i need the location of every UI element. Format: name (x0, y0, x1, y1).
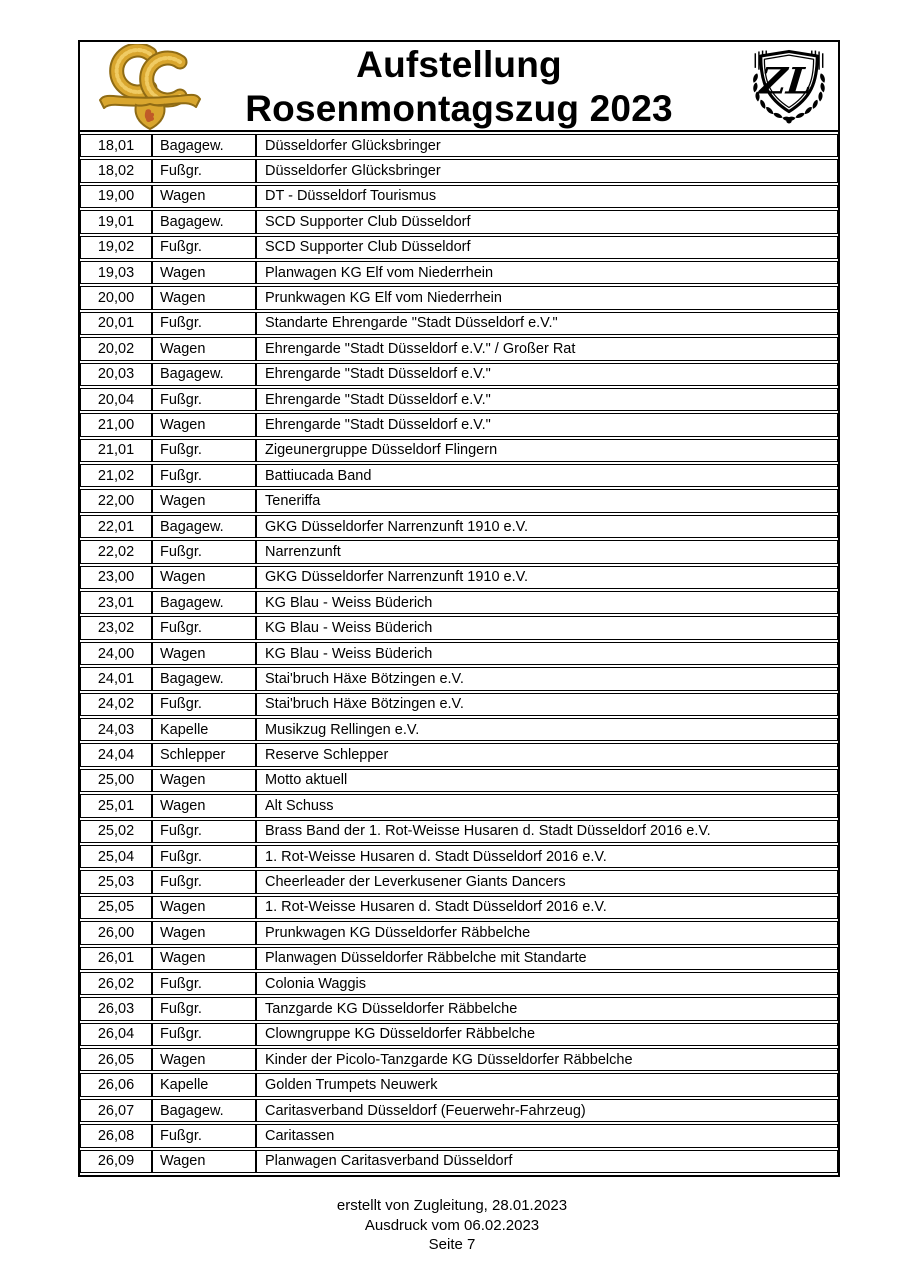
cell-name: GKG Düsseldorfer Narrenzunft 1910 e.V. (256, 566, 838, 589)
cell-name: KG Blau - Weiss Büderich (256, 591, 838, 614)
cell-type: Wagen (152, 489, 256, 512)
cell-type: Wagen (152, 896, 256, 919)
cell-number: 24,04 (80, 743, 152, 766)
cell-number: 18,01 (80, 134, 152, 157)
cell-name: KG Blau - Weiss Büderich (256, 642, 838, 665)
table-row (80, 743, 838, 766)
cell-name: Düsseldorfer Glücksbringer (256, 159, 838, 182)
cell-type: Fußgr. (152, 616, 256, 639)
cell-name: Caritasverband Düsseldorf (Feuerwehr-Fahrzeug) (256, 1099, 838, 1122)
cell-name: Teneriffa (256, 489, 838, 512)
table-row (80, 312, 838, 335)
table-row (80, 210, 838, 233)
cell-name: Reserve Schlepper (256, 743, 838, 766)
table-row (80, 1073, 838, 1096)
table-row (80, 642, 838, 665)
cell-number: 25,03 (80, 870, 152, 893)
cell-name: Stai'bruch Häxe Bötzingen e.V. (256, 693, 838, 716)
cell-number: 21,00 (80, 413, 152, 436)
page-title (80, 43, 838, 131)
cell-number: 26,01 (80, 947, 152, 970)
table-row (80, 439, 838, 462)
table-row (80, 566, 838, 589)
cell-type: Wagen (152, 921, 256, 944)
table-row (80, 515, 838, 538)
table-row (80, 1150, 838, 1173)
cell-name: Musikzug Rellingen e.V. (256, 718, 838, 741)
cell-name: Ehrengarde "Stadt Düsseldorf e.V." (256, 363, 838, 386)
table-row (80, 769, 838, 792)
cell-type: Bagagew. (152, 363, 256, 386)
table-row (80, 921, 838, 944)
table-row (80, 845, 838, 868)
cell-type: Bagagew. (152, 1099, 256, 1122)
cell-type: Bagagew. (152, 210, 256, 233)
cell-name: Brass Band der 1. Rot-Weisse Husaren d. Stadt Düsseldorf 2016 e.V. (256, 820, 838, 843)
cell-number: 25,00 (80, 769, 152, 792)
table-row (80, 794, 838, 817)
table-row (80, 870, 838, 893)
cell-name: Prunkwagen KG Elf vom Niederrhein (256, 286, 838, 309)
table-row (80, 464, 838, 487)
cell-number: 23,00 (80, 566, 152, 589)
table-row (80, 261, 838, 284)
table-row (80, 1099, 838, 1122)
cell-number: 26,02 (80, 972, 152, 995)
table-row (80, 972, 838, 995)
table-row (80, 947, 838, 970)
table-row (80, 413, 838, 436)
cell-type: Wagen (152, 413, 256, 436)
cell-type: Fußgr. (152, 312, 256, 335)
cell-number: 26,04 (80, 1023, 152, 1046)
cell-type: Schlepper (152, 743, 256, 766)
cell-name: Ehrengarde "Stadt Düsseldorf e.V." (256, 388, 838, 411)
cell-type: Fußgr. (152, 1124, 256, 1147)
cell-name: Alt Schuss (256, 794, 838, 817)
cell-name: Colonia Waggis (256, 972, 838, 995)
cell-number: 22,00 (80, 489, 152, 512)
cell-type: Fußgr. (152, 159, 256, 182)
cell-name: Motto aktuell (256, 769, 838, 792)
cell-name: Ehrengarde "Stadt Düsseldorf e.V." / Großer Rat (256, 337, 838, 360)
table-row (80, 363, 838, 386)
cell-type: Fußgr. (152, 464, 256, 487)
table-row (80, 388, 838, 411)
cell-name: Düsseldorfer Glücksbringer (256, 134, 838, 157)
svg-text:ZL: ZL (757, 59, 815, 103)
table-row (80, 286, 838, 309)
cell-number: 24,01 (80, 667, 152, 690)
cell-type: Fußgr. (152, 997, 256, 1020)
cell-number: 19,01 (80, 210, 152, 233)
document-header (80, 42, 838, 132)
document-frame (78, 40, 840, 1177)
table-row (80, 997, 838, 1020)
cell-name: Prunkwagen KG Düsseldorfer Räbbelche (256, 921, 838, 944)
cell-type: Kapelle (152, 718, 256, 741)
zl-zugleitung-crest-icon (748, 46, 830, 128)
cell-type: Fußgr. (152, 845, 256, 868)
cell-number: 20,03 (80, 363, 152, 386)
cell-name: Stai'bruch Häxe Bötzingen e.V. (256, 667, 838, 690)
cell-name: Caritassen (256, 1124, 838, 1147)
cell-number: 18,02 (80, 159, 152, 182)
table-row (80, 1048, 838, 1071)
cell-type: Bagagew. (152, 667, 256, 690)
cell-type: Wagen (152, 1150, 256, 1173)
cell-number: 26,03 (80, 997, 152, 1020)
cell-name: Battiucada Band (256, 464, 838, 487)
table-row (80, 540, 838, 563)
cell-number: 19,02 (80, 236, 152, 259)
table-row (80, 896, 838, 919)
cell-type: Wagen (152, 642, 256, 665)
table-row (80, 616, 838, 639)
cell-number: 24,02 (80, 693, 152, 716)
cell-type: Fußgr. (152, 1023, 256, 1046)
cell-type: Wagen (152, 566, 256, 589)
cell-type: Bagagew. (152, 515, 256, 538)
cell-type: Fußgr. (152, 820, 256, 843)
cell-number: 26,06 (80, 1073, 152, 1096)
cell-number: 20,00 (80, 286, 152, 309)
footer-printed-line: Ausdruck vom 06.02.2023 (364, 1216, 540, 1234)
table-row (80, 236, 838, 259)
table-row (80, 185, 838, 208)
cell-number: 20,02 (80, 337, 152, 360)
cell-name: Planwagen KG Elf vom Niederrhein (256, 261, 838, 284)
cell-number: 20,04 (80, 388, 152, 411)
table-row (80, 718, 838, 741)
cell-number: 22,02 (80, 540, 152, 563)
cell-type: Fußgr. (152, 236, 256, 259)
footer-created-line: erstellt von Zugleitung, 28.01.2023 (336, 1197, 568, 1214)
cell-number: 25,02 (80, 820, 152, 843)
cell-number: 23,01 (80, 591, 152, 614)
cell-number: 24,03 (80, 718, 152, 741)
table-row (80, 489, 838, 512)
cell-name: 1. Rot-Weisse Husaren d. Stadt Düsseldorf 2016 e.V. (256, 845, 838, 868)
cell-name: Zigeunergruppe Düsseldorf Flingern (256, 439, 838, 462)
cell-name: 1. Rot-Weisse Husaren d. Stadt Düsseldorf 2016 e.V. (256, 896, 838, 919)
cell-number: 26,09 (80, 1150, 152, 1173)
title-line-1: Aufstellung (356, 44, 562, 85)
cell-number: 20,01 (80, 312, 152, 335)
cell-name: Standarte Ehrengarde "Stadt Düsseldorf e.V." (256, 312, 838, 335)
cell-type: Bagagew. (152, 134, 256, 157)
cell-number: 25,05 (80, 896, 152, 919)
cell-name: Clowngruppe KG Düsseldorfer Räbbelche (256, 1023, 838, 1046)
cell-number: 26,08 (80, 1124, 152, 1147)
cell-type: Wagen (152, 185, 256, 208)
cell-type: Bagagew. (152, 591, 256, 614)
cell-type: Fußgr. (152, 870, 256, 893)
cell-number: 19,03 (80, 261, 152, 284)
cell-type: Wagen (152, 261, 256, 284)
cell-name: Golden Trumpets Neuwerk (256, 1073, 838, 1096)
table-row (80, 820, 838, 843)
cell-type: Fußgr. (152, 693, 256, 716)
table-row (80, 159, 838, 182)
cell-name: GKG Düsseldorfer Narrenzunft 1910 e.V. (256, 515, 838, 538)
cell-type: Wagen (152, 769, 256, 792)
cell-name: SCD Supporter Club Düsseldorf (256, 236, 838, 259)
cell-number: 26,05 (80, 1048, 152, 1071)
cell-number: 26,07 (80, 1099, 152, 1122)
cell-type: Fußgr. (152, 388, 256, 411)
cell-type: Fußgr. (152, 540, 256, 563)
cell-type: Wagen (152, 1048, 256, 1071)
cell-name: Tanzgarde KG Düsseldorfer Räbbelche (256, 997, 838, 1020)
cell-name: DT - Düsseldorf Tourismus (256, 185, 838, 208)
table-row (80, 1023, 838, 1046)
cell-number: 25,04 (80, 845, 152, 868)
cell-type: Wagen (152, 794, 256, 817)
table-row (80, 337, 838, 360)
document-footer (0, 1196, 904, 1255)
cell-name: Kinder der Picolo-Tanzgarde KG Düsseldorfer Räbbelche (256, 1048, 838, 1071)
cell-type: Fußgr. (152, 972, 256, 995)
cell-name: KG Blau - Weiss Büderich (256, 616, 838, 639)
table-row (80, 667, 838, 690)
cell-name: Planwagen Caritasverband Düsseldorf (256, 1150, 838, 1173)
cell-type: Wagen (152, 947, 256, 970)
cell-number: 22,01 (80, 515, 152, 538)
footer-page-number: Seite 7 (428, 1236, 476, 1253)
cell-number: 25,01 (80, 794, 152, 817)
cell-name: SCD Supporter Club Düsseldorf (256, 210, 838, 233)
cell-type: Wagen (152, 337, 256, 360)
cell-type: Fußgr. (152, 439, 256, 462)
cell-number: 21,01 (80, 439, 152, 462)
table-row (80, 693, 838, 716)
table-body (80, 134, 838, 1175)
table-row (80, 134, 838, 157)
table-row (80, 1124, 838, 1147)
cell-type: Kapelle (152, 1073, 256, 1096)
cell-type: Wagen (152, 286, 256, 309)
cell-number: 19,00 (80, 185, 152, 208)
cell-name: Planwagen Düsseldorfer Räbbelche mit Standarte (256, 947, 838, 970)
title-line-2: Rosenmontagszug 2023 (245, 88, 673, 129)
cell-name: Cheerleader der Leverkusener Giants Dancers (256, 870, 838, 893)
cell-name: Ehrengarde "Stadt Düsseldorf e.V." (256, 413, 838, 436)
table-row (80, 591, 838, 614)
cell-number: 21,02 (80, 464, 152, 487)
cell-number: 26,00 (80, 921, 152, 944)
cell-number: 23,02 (80, 616, 152, 639)
cell-number: 24,00 (80, 642, 152, 665)
cell-name: Narrenzunft (256, 540, 838, 563)
